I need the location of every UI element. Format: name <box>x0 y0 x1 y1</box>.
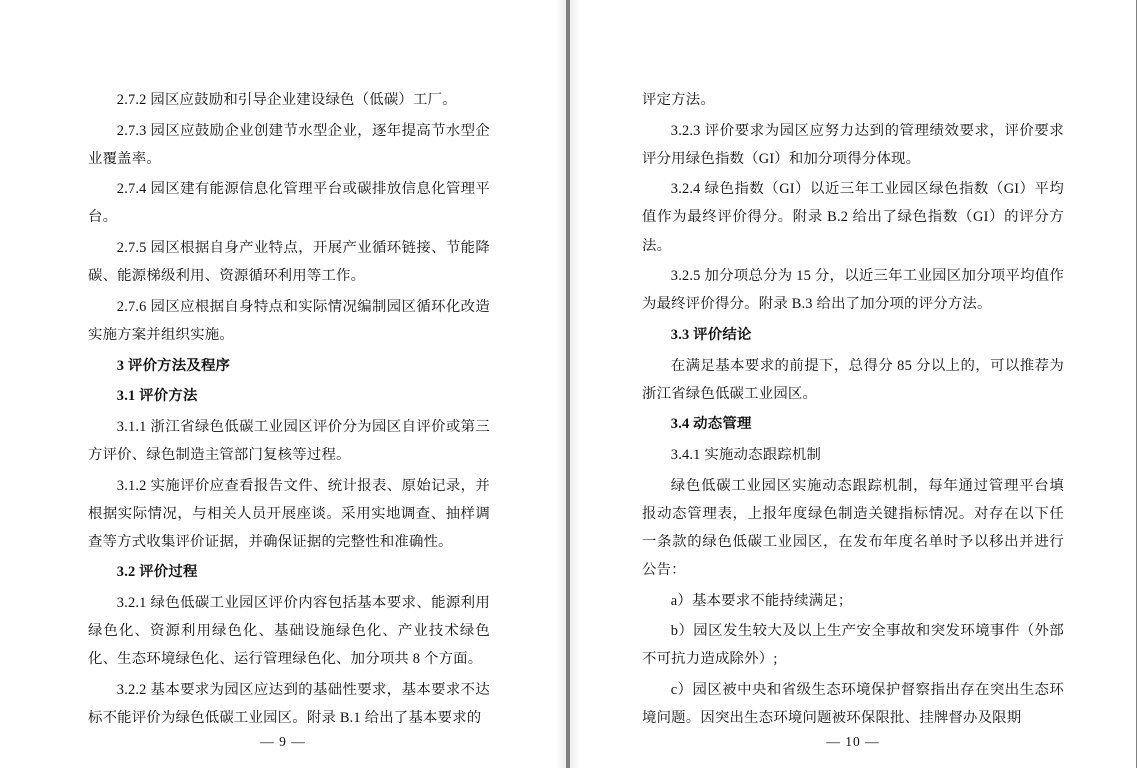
paragraph: 3.2.1 绿色低碳工业园区评价内容包括基本要求、能源利用绿色化、资源利用绿色化、基础设施绿色化、产业技术绿色化、生态环境绿色化、运行管理绿色化、加分项共 8 个方面。 <box>88 595 490 668</box>
page-number: — 10 — <box>826 734 880 749</box>
page-left <box>0 0 566 768</box>
paragraph: 评定方法。 <box>642 92 715 108</box>
paragraph: 2.7.6 园区应根据自身特点和实际情况编制园区循环化改造实施方案并组织实施。 <box>88 298 490 343</box>
page-number: — 9 — <box>260 734 306 749</box>
paragraph: 3.1.1 浙江省绿色低碳工业园区评价分为园区自评价或第三方评价、绿色制造主管部门复核等过程。 <box>88 418 490 463</box>
paragraph: c）园区被中央和省级生态环境保护督察指出存在突出生态环境问题。因突出生态环境问题被环保限批、挂牌督办及限期 <box>642 681 1064 726</box>
paragraph: 2.7.2 园区应鼓励和引导企业建设绿色（低碳）工厂。 <box>116 92 457 108</box>
page-left-body <box>0 86 566 726</box>
paragraph: 2.7.5 园区根据自身产业特点，开展产业循环链接、节能降碳、能源梯级利用、资源循环利用等工作。 <box>88 240 490 285</box>
page-right-body <box>570 86 1136 726</box>
paragraph: 3.2.5 加分项总分为 15 分，以近三年工业园区加分项平均值作为最终评价得分。附录 B.3 给出了加分项的评分方法。 <box>642 268 1064 313</box>
section-heading: 3.4 动态管理 <box>670 416 752 433</box>
paragraph: b）园区发生较大及以上生产安全事故和突发环境事件（外部不可抗力造成除外）; <box>642 623 1064 668</box>
section-heading: 3.1 评价方法 <box>116 388 198 405</box>
paragraph: 3.1.2 实施评价应查看报告文件、统计报表、原始记录，并根据实际情况，与相关人员开展座谈。采用实地调查、抽样调查等方式收集评价证据，并确保证据的完整性和准确性。 <box>88 477 490 550</box>
paragraph: 绿色低碳工业园区实施动态跟踪机制，每年通过管理平台填报动态管理表，上报年度绿色制造关键指标情况。对存在以下任一条款的绿色低碳工业园区，在发布年度名单时予以移出并进行公告： <box>642 477 1064 578</box>
page-right <box>570 0 1136 768</box>
section-heading: 3.2 评价过程 <box>116 564 198 581</box>
section-heading: 3.3 评价结论 <box>670 326 752 343</box>
paragraph: a）基本要求不能持续满足； <box>670 592 853 609</box>
paragraph: 3.4.1 实施动态跟踪机制 <box>670 446 822 463</box>
paragraph: 2.7.4 园区建有能源信息化管理平台或碳排放信息化管理平台。 <box>88 181 490 226</box>
paragraph: 2.7.3 园区应鼓励企业创建节水型企业，逐年提高节水型企业覆盖率。 <box>88 122 490 167</box>
paragraph: 3.2.3 评价要求为园区应努力达到的管理绩效要求，评价要求评分用绿色指数（GI）和加分项得分体现。 <box>642 122 1064 167</box>
paragraph: 在满足基本要求的前提下，总得分 85 分以上的，可以推荐为浙江省绿色低碳工业园区。 <box>642 357 1064 402</box>
paragraph: 3.2.2 基本要求为园区应达到的基础性要求，基本要求不达标不能评价为绿色低碳工业园区。附录 B.1 给出了基本要求的 <box>88 681 490 726</box>
section-heading: 3 评价方法及程序 <box>116 357 231 374</box>
paragraph: 3.2.4 绿色指数（GI）以近三年工业园区绿色指数（GI）平均值作为最终评价得分。附录 B.2 给出了绿色指数（GI）的评分方法。 <box>642 181 1064 254</box>
